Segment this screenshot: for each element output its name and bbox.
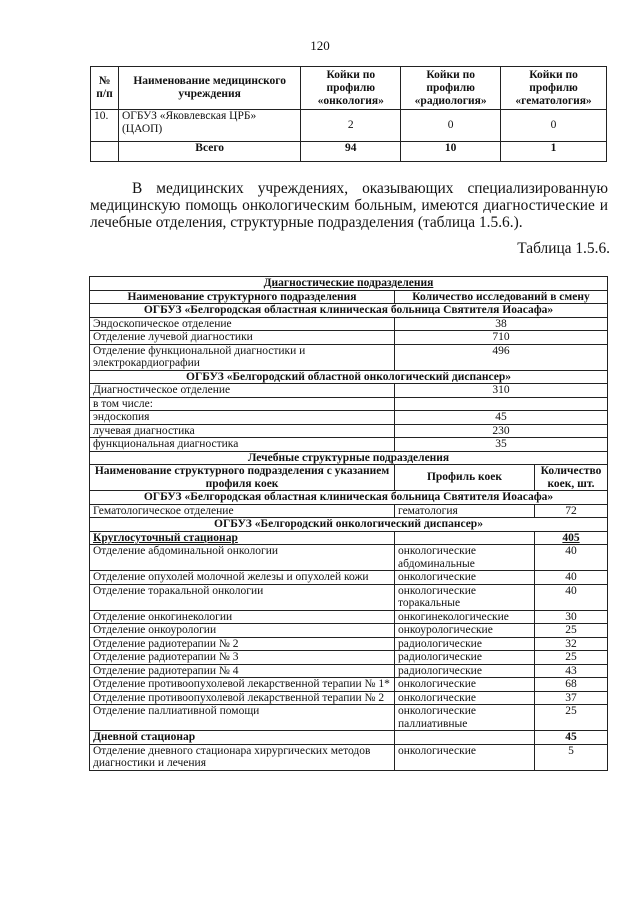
org-heading: ОГБУЗ «Белгородский областной онкологический диспансер» [90,370,608,384]
header-radiology: Койки по профилю «радиология» [401,67,501,110]
treat-col-name: Наименование структурного подразделения с указанием профиля коек [90,465,395,491]
org-heading: ОГБУЗ «Белгородский онкологический диспансер» [90,518,608,532]
row-hematology: 0 [501,110,607,142]
dept-name: Гематологическое отделение [90,504,395,518]
dept-name: Отделение торакальной онкологии [90,584,395,610]
dept-name: Диагностическое отделение [90,384,395,398]
beds-table-header [91,67,607,110]
table-row [90,438,608,452]
table-caption: Таблица 1.5.6. [517,240,610,257]
dept-name: Отделение противоопухолевой лекарственной терапии № 1* [90,678,395,692]
table-row [90,744,608,770]
day-hospital-count: 45 [535,731,608,745]
dept-name: Отделение радиотерапии № 3 [90,651,395,665]
table-row [90,411,608,425]
row-num: 10. [91,110,119,142]
body-paragraph: В медицинских учреждениях, оказывающих специализированную медицинскую помощь онкологическим больным, имеются диагностические и лечебные отделения, структурные подразделения (таблица 1.5.6.). [90,180,608,231]
dept-name: Отделение радиотерапии № 2 [90,637,395,651]
org-heading: ОГБУЗ «Белгородская областная клиническая больница Святителя Иоасафа» [90,304,608,318]
dept-count: 30 [535,610,608,624]
dept-count: 68 [535,678,608,692]
table-row [90,678,608,692]
dept-name: функциональная диагностика [90,438,395,452]
table-row [90,610,608,624]
total-radiology: 10 [401,142,501,162]
table-row [90,504,608,518]
page-number: 120 [310,38,330,53]
dept-profile: радиологические [395,651,535,665]
study-count: 35 [395,438,608,452]
dept-name: лучевая диагностика [90,424,395,438]
study-count [395,397,608,411]
dept-count: 37 [535,691,608,705]
dept-profile: онкологические паллиативные [395,705,535,731]
dept-profile: онкологические [395,691,535,705]
dept-name: эндоскопия [90,411,395,425]
study-count: 45 [395,411,608,425]
day-hospital-label: Дневной стационар [90,731,395,745]
table-row [90,545,608,571]
table-row [91,110,607,142]
dept-count: 5 [535,744,608,770]
header-hematology: Койки по профилю «гематология» [501,67,607,110]
dept-profile: онкологические торакальные [395,584,535,610]
table-row [90,651,608,665]
dept-name: Отделение абдоминальной онкологии [90,545,395,571]
dept-name: Отделение опухолей молочной железы и опухолей кожи [90,571,395,585]
diag-section-title: Диагностические подразделения [90,277,608,291]
dept-count: 72 [535,504,608,518]
dept-profile: онкогинекологические [395,610,535,624]
departments-table [89,276,608,771]
dept-count: 25 [535,651,608,665]
table-row [90,331,608,345]
total-label: Всего [118,142,300,162]
treat-col-profile: Профиль коек [395,465,535,491]
dept-count: 40 [535,545,608,571]
diag-col-name: Наименование структурного подразделения [90,290,395,304]
dept-profile: онкологические [395,571,535,585]
dept-name: Эндоскопическое отделение [90,317,395,331]
table-row [90,584,608,610]
day-hospital-row [90,731,608,745]
study-count: 310 [395,384,608,398]
dept-profile: радиологические [395,664,535,678]
dept-profile: онкологические [395,744,535,770]
dept-name: Отделение радиотерапии № 4 [90,664,395,678]
header-institution: Наименование медицинского учреждения [118,67,300,110]
header-oncology: Койки по профилю «онкология» [301,67,401,110]
treat-section-title: Лечебные структурные подразделения [90,451,608,465]
table-row [90,397,608,411]
dept-name: в том числе: [90,397,395,411]
table-row [90,624,608,638]
total-row [91,142,607,162]
treat-col-count: Количество коек, шт. [535,465,608,491]
dept-profile: гематология [395,504,535,518]
study-count: 710 [395,331,608,345]
dept-name: Отделение паллиативной помощи [90,705,395,731]
study-count: 496 [395,344,608,370]
round-clock-count: 405 [535,531,608,545]
dept-profile: онкологические [395,678,535,692]
header-num: № п/п [91,67,119,110]
beds-table [90,66,607,162]
dept-profile: онкоурологические [395,624,535,638]
round-clock-label: Круглосуточный стационар [90,531,395,545]
total-hematology: 1 [501,142,607,162]
dept-name: Отделение дневного стационара хирургических методов диагностики и лечения [90,744,395,770]
dept-count: 25 [535,705,608,731]
dept-name: Отделение онкоурологии [90,624,395,638]
diag-col-count: Количество исследований в смену [395,290,608,304]
table-row [90,691,608,705]
dept-count: 32 [535,637,608,651]
dept-count: 40 [535,571,608,585]
dept-profile: радиологические [395,637,535,651]
row-radiology: 0 [401,110,501,142]
study-count: 38 [395,317,608,331]
table-row [90,571,608,585]
dept-name: Отделение противоопухолевой лекарственной терапии № 2 [90,691,395,705]
total-oncology: 94 [301,142,401,162]
dept-count: 40 [535,584,608,610]
table-row [90,637,608,651]
dept-name: Отделение функциональной диагностики и электрокардиографии [90,344,395,370]
dept-profile: онкологические абдоминальные [395,545,535,571]
row-institution: ОГБУЗ «Яковлевская ЦРБ» (ЦАОП) [118,110,300,142]
dept-name: Отделение онкогинекологии [90,610,395,624]
table-row [90,424,608,438]
row-oncology: 2 [301,110,401,142]
dept-count: 43 [535,664,608,678]
table-row [90,317,608,331]
table-row [90,705,608,731]
table-row [90,344,608,370]
dept-count: 25 [535,624,608,638]
dept-name: Отделение лучевой диагностики [90,331,395,345]
table-row [90,664,608,678]
round-clock-row [90,531,608,545]
study-count: 230 [395,424,608,438]
table-row [90,384,608,398]
org-heading: ОГБУЗ «Белгородская областная клиническая больница Святителя Иоасафа» [90,491,608,505]
